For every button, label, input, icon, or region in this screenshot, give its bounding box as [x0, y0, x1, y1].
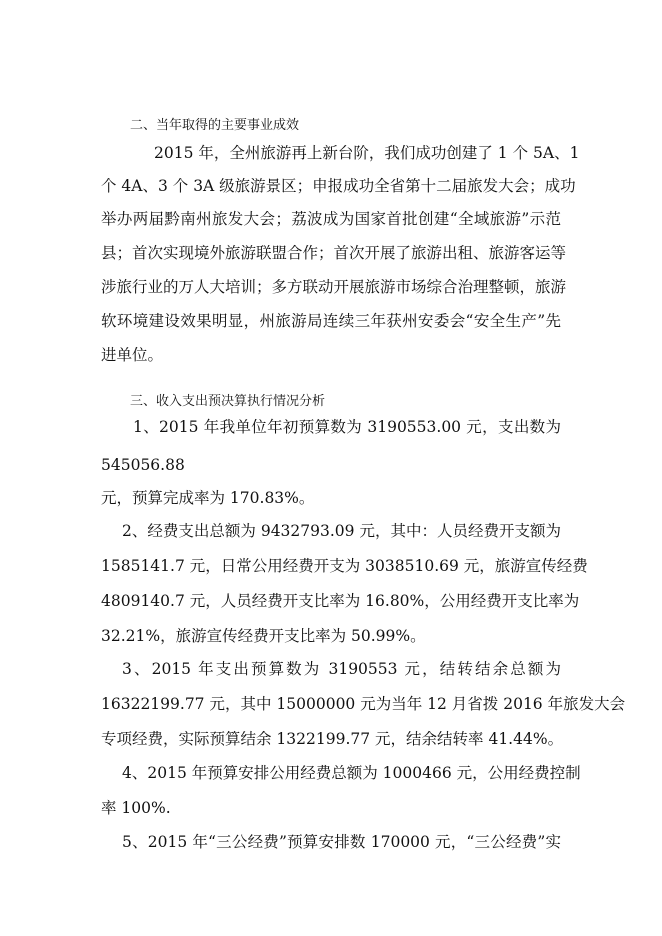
paragraph-line: 16322199.77 元，其中 15000000 元为当年 12 月省拨 2016 年旅发大会 [101, 695, 626, 713]
section-heading-budget-analysis: 三、收入支出预决算执行情况分析 [130, 394, 326, 409]
paragraph-line: 举办两届黔南州旅发大会；荔波成为国家首批创建“全域旅游”示范 [101, 210, 561, 228]
paragraph-line: 进单位。 [101, 346, 164, 364]
paragraph-line: 32.21%，旅游宣传经费开支比率为 50.99%。 [101, 627, 426, 645]
paragraph-line: 2、经费支出总额为 9432793.09 元，其中：人员经费开支额为 [122, 522, 561, 540]
paragraph-line: 545056.88 [101, 456, 185, 474]
paragraph-line: 3、2015 年支出预算数为 3190553 元，结转结余总额为 [122, 660, 561, 678]
paragraph-line: 县；首次实现境外旅游联盟合作；首次开展了旅游出租、旅游客运等 [101, 244, 567, 262]
paragraph-line: 4809140.7 元，人员经费开支比率为 16.80%，公用经费开支比率为 [101, 592, 580, 610]
paragraph-line: 4、2015 年预算安排公用经费总额为 1000466 元，公用经费控制 [122, 764, 581, 782]
paragraph-line: 元，预算完成率为 170.83%。 [101, 489, 315, 507]
paragraph-line: 专项经费，实际预算结余 1322199.77 元，结余结转率 41.44%。 [101, 730, 564, 748]
paragraph-line: 率 100%. [101, 799, 171, 817]
paragraph-line: 2015 年，全州旅游再上新台阶，我们成功创建了 1 个 5A、1 [154, 144, 580, 162]
paragraph-line: 个 4A、3 个 3A 级旅游景区；申报成功全省第十二届旅发大会；成功 [101, 177, 576, 195]
paragraph-line: 1、2015 年我单位年初预算数为 3190553.00 元，支出数为 [133, 418, 561, 436]
paragraph-line: 5、2015 年“三公经费”预算安排数 170000 元，“三公经费”实 [122, 833, 561, 851]
section-heading-achievements: 二、当年取得的主要事业成效 [130, 118, 300, 133]
paragraph-line: 软环境建设效果明显，州旅游局连续三年获州安委会“安全生产”先 [101, 312, 561, 330]
paragraph-line: 1585141.7 元，日常公用经费开支为 3038510.69 元，旅游宣传经费 [101, 557, 588, 575]
paragraph-line: 涉旅行业的万人大培训；多方联动开展旅游市场综合治理整顿，旅游 [101, 278, 567, 296]
